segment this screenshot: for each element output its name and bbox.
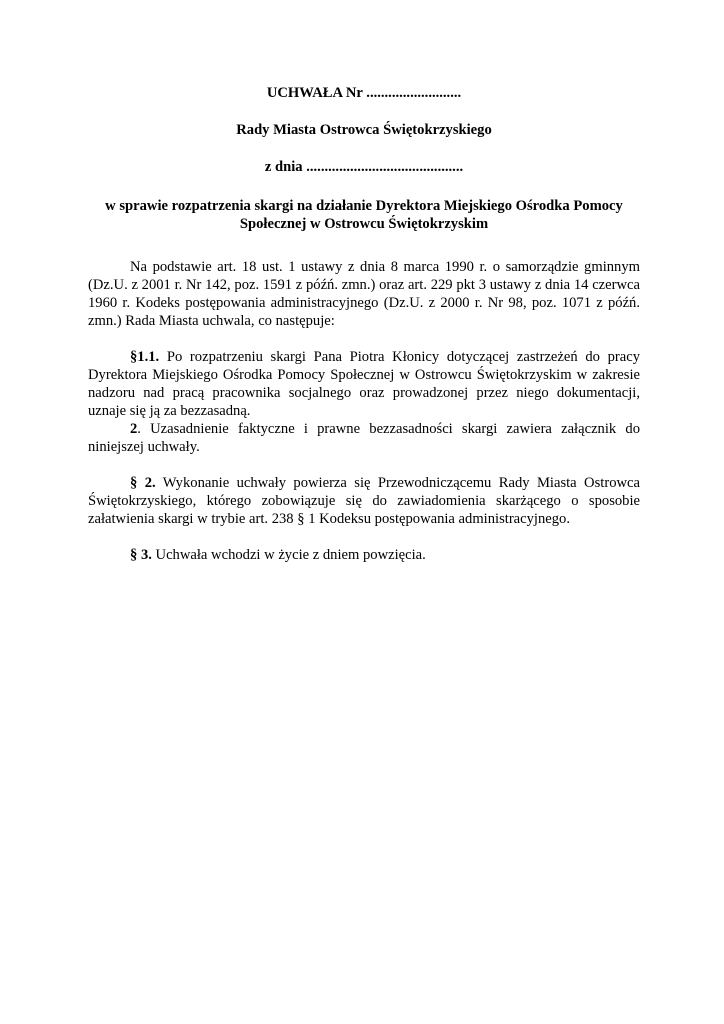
preamble-paragraph: Na podstawie art. 18 ust. 1 ustawy z dnia 8 marca 1990 r. o samorządzie gminnym (Dz.U. z 2001 r. Nr 142, poz. 1591 z późń. zmn.) oraz art. 229 pkt 3 ustawy z dnia 14 czerwca 1960 r. Kodeks postępowania administracyjnego (Dz.U. z 2000 r. Nr 98, poz. 1071 z późń. zmn.) Rada Miasta uchwala, co następuje: <box>88 259 640 329</box>
section-3-text: Uchwała wchodzi w życie z dniem powzięcia. <box>151 547 426 563</box>
section-1-paragraph-1 <box>88 348 640 420</box>
resolution-date: z dnia ........................................... <box>264 159 464 175</box>
section-1-paragraph-2 <box>88 420 640 456</box>
spacer <box>88 528 640 546</box>
section-1-point-2-label: 2 <box>130 421 138 437</box>
resolution-issuer: Rady Miasta Ostrowca Świętokrzyskiego <box>236 122 492 138</box>
section-2-paragraph <box>88 474 640 528</box>
section-2-label: § 2. <box>130 475 156 491</box>
spacer <box>88 456 640 474</box>
section-1-text: Po rozpatrzeniu skargi Pana Piotra Kłonicy dotyczącej zastrzeżeń do pracy Dyrektora Miejskiego Ośrodka Pomocy Społecznej w Ostrowcu Świętokrzyskim w zakresie nadzoru nad pracą pracownika socjalnego oraz prowadzonej przez niego dokumentacji, uznaje się ją za bezzasadną. <box>88 349 640 419</box>
section-1-label: §1.1. <box>130 349 160 365</box>
resolution-title: UCHWAŁA Nr .......................... <box>266 85 462 101</box>
resolution-subject: w sprawie rozpatrzenia skargi na działanie Dyrektora Miejskiego Ośrodka Pomocy Społecznej w Ostrowcu Świętokrzyskim <box>105 198 623 232</box>
section-3-label: § 3. <box>130 547 152 563</box>
spacer <box>88 330 640 348</box>
document-page <box>88 84 640 564</box>
section-2-text: Wykonanie uchwały powierza się Przewodniczącemu Rady Miasta Ostrowca Świętokrzyskiego, którego zobowiązuje się do zawiadomienia skarżącego o sposobie załatwienia skargi w trybie art. 238 § 1 Kodeksu postępowania administracyjnego. <box>88 475 640 527</box>
section-1-point-2-text: . Uzasadnienie faktyczne i prawne bezzasadności skargi zawiera załącznik do niniejszej uchwały. <box>88 421 640 455</box>
section-3-paragraph <box>88 546 640 564</box>
